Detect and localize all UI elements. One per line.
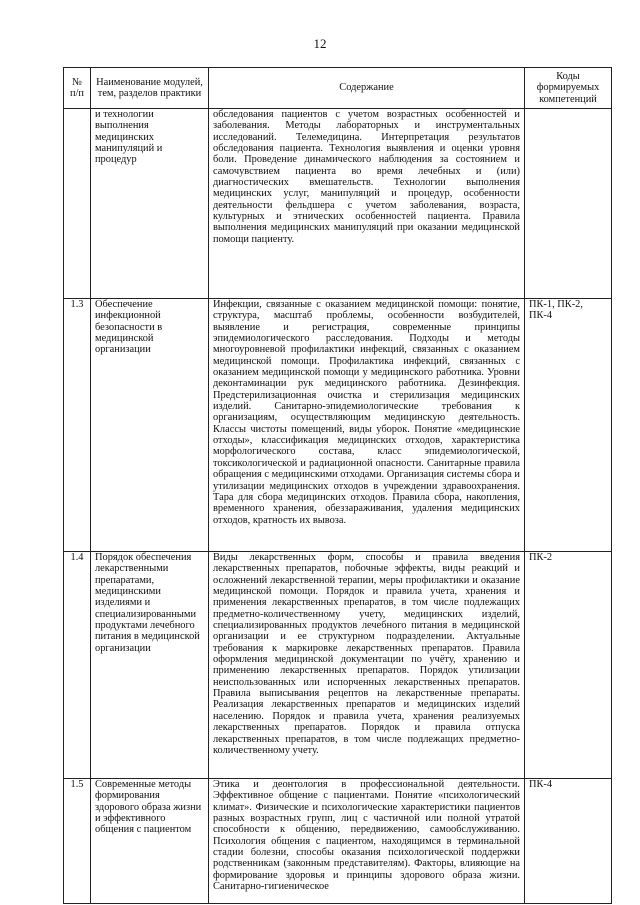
row-module-name: Обеспечение инфекционной безопасности в медицинской организации <box>91 299 209 552</box>
table-row <box>64 779 612 904</box>
row-codes: ПК-4 <box>525 779 612 904</box>
row-content: Инфекции, связанные с оказанием медицинской помощи: понятие, структура, масштаб проблемы, особенности возбудителей, выявление и регистрация, современные принципы эпидемиологического расследования. Подходы и методы многоуровневой профилактики инфекций, связанных с оказанием медицинской помощи. Профилактика инфекций, связанных с оказанием медицинской помощи у медицинского работника. Уровни деконтаминации рук медицинского работника. Дезинфекция. Предстерилизационная очистка и стерилизация медицинских изделий. Санитарно-эпидемиологические требования к организациям, осуществляющим медицинскую деятельность. Классы чистоты помещений, виды уборок. Понятие «медицинские отходы», классификация медицинских отходов, характеристика морфологического состава, класс эпидемиологической, токсикологической и радиационной опасности. Санитарные правила обращения с медицинскими отходами. Организация системы сбора и утилизации медицинских отходов в учреждении здравоохранения. Тара для сбора медицинских отходов. Правила сбора, накопления, временного хранения, обеззараживания, удаления медицинских отходов, кратность их вывоза. <box>209 299 525 552</box>
page-number: 12 <box>313 36 327 51</box>
row-content: обследования пациентов с учетом возрастных особенностей и заболевания. Методы лабораторных и инструментальных исследований. Телемедицина. Интерпретация результатов обследования пациента. Технология выявления и оценки уровня боли. Проведение динамического наблюдения за состоянием и самочувствием пациента во время лечебных и (или) диагностических вмешательств. Технологии выполнения медицинских услуг, манипуляций и процедур, особенности деятельности фельдшера с учетом заболевания, возраста, культурных и этнических особенностей пациента. Правила выполнения медицинских манипуляций при оказании медицинской помощи пациенту. <box>209 109 525 299</box>
row-number: 1.3 <box>64 299 91 552</box>
row-content: Этика и деонтология в профессиональной деятельности. Эффективное общение с пациентами. Понятие «психологический климат». Физические и психологические характеристики пациентов разных возрастных групп, лиц с частичной или полной утратой способности к общению, передвижению, самообслуживанию. Психология общения с пациентом, находящимся в терминальной стадии болезни, способы оказания психологической поддержки родственникам (законным представителям). Факторы, влияющие на формирование здоровья и принципы здорового образа жизни. Санитарно-гигиеническое <box>209 779 525 904</box>
row-codes <box>525 109 612 299</box>
header-codes: Коды формируемых компетенций <box>525 68 612 109</box>
row-number: 1.5 <box>64 779 91 904</box>
header-content: Содержание <box>209 68 525 109</box>
row-module-name: Современные методы формирования здорового образа жизни и эффективного общения с пациентом <box>91 779 209 904</box>
table-row <box>64 299 612 552</box>
row-number: 1.4 <box>64 552 91 779</box>
table-row <box>64 109 612 299</box>
table-row <box>64 552 612 779</box>
header-num: № п/п <box>64 68 91 109</box>
row-number <box>64 109 91 299</box>
curriculum-table <box>63 67 612 904</box>
row-codes: ПК-2 <box>525 552 612 779</box>
row-content: Виды лекарственных форм, способы и правила введения лекарственных препаратов, побочные эффекты, виды реакций и осложнений лекарственной терапии, меры профилактики и оказание медицинской помощи. Порядок и правила учета, хранения и применения лекарственных препаратов, в том числе подлежащих предметно-количественному учету, медицинских изделий, специализированных продуктов лечебного питания в медицинской организации и ее структурном подразделении. Актуальные требования к маркировке лекарственных препаратов. Правила оформления медицинской документации по учёту, хранению и применению лекарственных препаратов. Порядок утилизации неиспользованных или испорченных лекарственных препаратов. Правила выписывания рецептов на лекарственные препараты. Реализация лекарственных препаратов и медицинских изделий населению. Порядок и правила учета, хранения реализуемых лекарственных препаратов. Порядок и правила отпуска лекарственных препаратов, в том числе подлежащих предметно-количественному учету. <box>209 552 525 779</box>
row-module-name: Порядок обеспечения лекарственными препаратами, медицинскими изделиями и специализированными продуктами лечебного питания в медицинской организации <box>91 552 209 779</box>
row-codes: ПК-1, ПК-2, ПК-4 <box>525 299 612 552</box>
table-header-row <box>64 68 612 109</box>
header-name: Наименование модулей, тем, разделов практики <box>91 68 209 109</box>
row-module-name: и технологии выполнения медицинских манипуляций и процедур <box>91 109 209 299</box>
